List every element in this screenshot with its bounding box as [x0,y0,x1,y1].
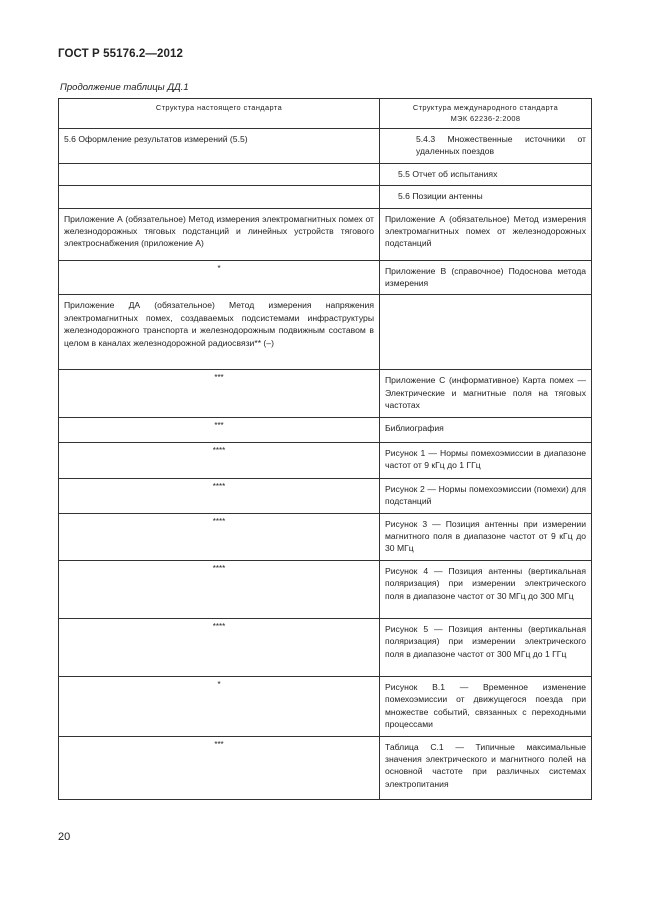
row-right: Приложение С (информативное) Карта помех — Электрические и магнитные поля на тяговых частотах [380,370,592,417]
row-left: **** [59,442,380,478]
correspondence-table [58,98,592,800]
row-right: Рисунок 5 — Позиция антенны (вертикальная поляризация) при измерении электрического поля в диапазоне частот от 300 МГц до 1 ГГц [380,618,592,676]
row-right: Рисунок 3 — Позиция антенны при измерении магнитного поля в диапазоне частот от 9 кГц до 30 МГц [380,513,592,560]
table-row [59,442,592,478]
table-caption: Продолжение таблицы ДД.1 [60,82,189,93]
row-left: **** [59,513,380,560]
table-header-row [59,99,592,129]
row-left: *** [59,370,380,417]
row-left: **** [59,560,380,618]
page-number: 20 [58,831,71,843]
row-right: Таблица С.1 — Типичные максимальные значения электрического и магнитного полей на основной частоте при различных системах электропитания [380,736,592,799]
table-row [59,186,592,208]
row-right: 5.5 Отчет об испытаниях [380,163,592,185]
table-row [59,208,592,260]
row-left: * [59,676,380,736]
table-row [59,676,592,736]
row-right: Библиография [380,417,592,442]
row-right: Рисунок В.1 — Временное изменение помехоэмиссии от движущегося поезда при множестве событий, связанных с переходными процессами [380,676,592,736]
row-left: Приложение ДА (обязательное) Метод измерения напряжения электромагнитных помех, создаваемых подсистемами инфраструктуры железнодорожного транспорта и железнодорожным подвижным составом в целом в каналах железнодорожной радиосвязи** (–) [59,295,380,370]
row-left: 5.6 Оформление результатов измерений (5.5) [59,129,380,164]
table-row [59,417,592,442]
row-right [380,295,592,370]
row-right: Рисунок 2 — Нормы помехоэмиссии (помехи) для подстанций [380,478,592,513]
row-left [59,186,380,208]
row-left: **** [59,618,380,676]
table-row [59,370,592,417]
row-right: Рисунок 1 — Нормы помехоэмиссии в диапазоне частот от 9 кГц до 1 ГГц [380,442,592,478]
row-left: * [59,260,380,295]
table-row [59,163,592,185]
table-row [59,129,592,164]
col2-header-line2: МЭК 62236-2:2008 [450,114,521,123]
row-left [59,163,380,185]
row-left: *** [59,736,380,799]
table-row [59,736,592,799]
table-row [59,513,592,560]
col2-header [380,99,592,129]
table-row [59,560,592,618]
row-left: *** [59,417,380,442]
col2-header-line1: Структура международного стандарта [412,103,559,112]
col1-header: Структура настоящего стандарта [59,99,380,129]
row-right: Приложение А (обязательное) Метод измерения электромагнитных помех от железнодорожных подстанций [380,208,592,260]
row-right: Приложение В (справочное) Подоснова метода измерения [380,260,592,295]
table-row [59,478,592,513]
row-right: 5.6 Позиции антенны [380,186,592,208]
row-left: Приложение А (обязательное) Метод измерения электромагнитных помех от железнодорожных тяговых подстанций и линейных устройств тягового электроснабжения (приложение А) [59,208,380,260]
table-row [59,295,592,370]
table-row [59,618,592,676]
document-id: ГОСТ Р 55176.2—2012 [58,48,183,60]
row-right: Рисунок 4 — Позиция антенны (вертикальная поляризация) при измерении электрического поля в диапазоне частот от 30 МГц до 300 МГц [380,560,592,618]
row-right: 5.4.3 Множественные источники от удаленных поездов [380,129,592,164]
row-left: **** [59,478,380,513]
table-row [59,260,592,295]
